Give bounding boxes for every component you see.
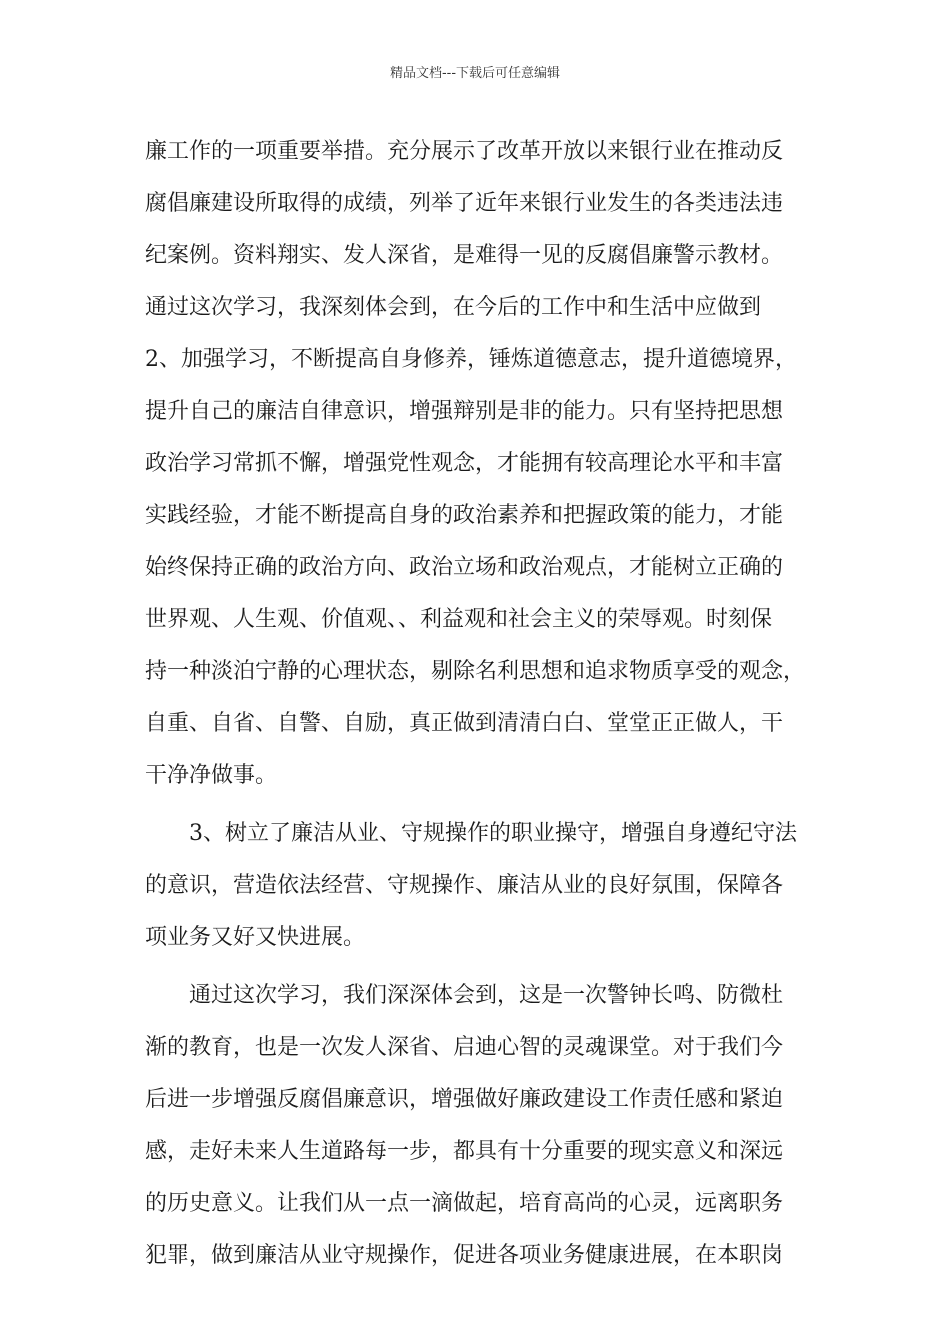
- text-line: 2、加强学习，不断提高自身修养，锤炼道德意志，提升道德境界，: [145, 347, 797, 372]
- document-body: [145, 126, 825, 1282]
- text-line: 廉工作的一项重要举措。充分展示了改革开放以来银行业在推动反: [145, 139, 784, 164]
- text-line: 的意识，营造依法经营、守规操作、廉洁从业的良好氛围，保障各: [145, 873, 784, 898]
- text-line: 实践经验，才能不断提高自身的政治素养和把握政策的能力，才能: [145, 503, 784, 528]
- text-line: 的历史意义。让我们从一点一滴做起，培育高尚的心灵，远离职务: [145, 1191, 784, 1216]
- paragraph-2: [145, 808, 825, 964]
- paragraph-1: [145, 126, 825, 802]
- text-line: 3、树立了廉洁从业、守规操作的职业操守，增强自身遵纪守法: [189, 821, 797, 846]
- text-line: 通过这次学习，我深刻体会到，在今后的工作中和生活中应做到: [145, 295, 762, 320]
- text-line: 世界观、人生观、价值观、、利益观和社会主义的荣辱观。时刻保: [145, 607, 773, 632]
- paragraph-3: [145, 970, 825, 1282]
- text-line: 提升自己的廉洁自律意识，增强辩别是非的能力。只有坚持把思想: [145, 399, 784, 424]
- text-line: 纪案例。资料翔实、发人深省，是难得一见的反腐倡廉警示教材。: [145, 243, 784, 268]
- text-line: 渐的教育，也是一次发人深省、启迪心智的灵魂课堂。对于我们今: [145, 1035, 784, 1060]
- text-line: 始终保持正确的政治方向、政治立场和政治观点，才能树立正确的: [145, 555, 784, 580]
- text-line: 后进一步增强反腐倡廉意识，增强做好廉政建设工作责任感和紧迫: [145, 1087, 784, 1112]
- text-line: 持一种淡泊宁静的心理状态，剔除名利思想和追求物质享受的观念，: [145, 659, 806, 684]
- text-line: 自重、自省、自警、自励，真正做到清清白白、堂堂正正做人，干: [145, 711, 784, 736]
- text-line: 通过这次学习，我们深深体会到，这是一次警钟长鸣、防微杜: [189, 983, 784, 1008]
- text-line: 项业务又好又快进展。: [145, 925, 366, 950]
- page-header: 精品文档---下载后可任意编辑: [389, 66, 561, 81]
- text-line: 感，走好未来人生道路每一步，都具有十分重要的现实意义和深远: [145, 1139, 784, 1164]
- text-line: 政治学习常抓不懈，增强党性观念，才能拥有较高理论水平和丰富: [145, 451, 784, 476]
- text-line: 犯罪，做到廉洁从业守规操作，促进各项业务健康进展，在本职岗: [145, 1243, 784, 1268]
- text-line: 干净净做事。: [145, 763, 278, 788]
- text-line: 腐倡廉建设所取得的成绩，列举了近年来银行业发生的各类违法违: [145, 191, 784, 216]
